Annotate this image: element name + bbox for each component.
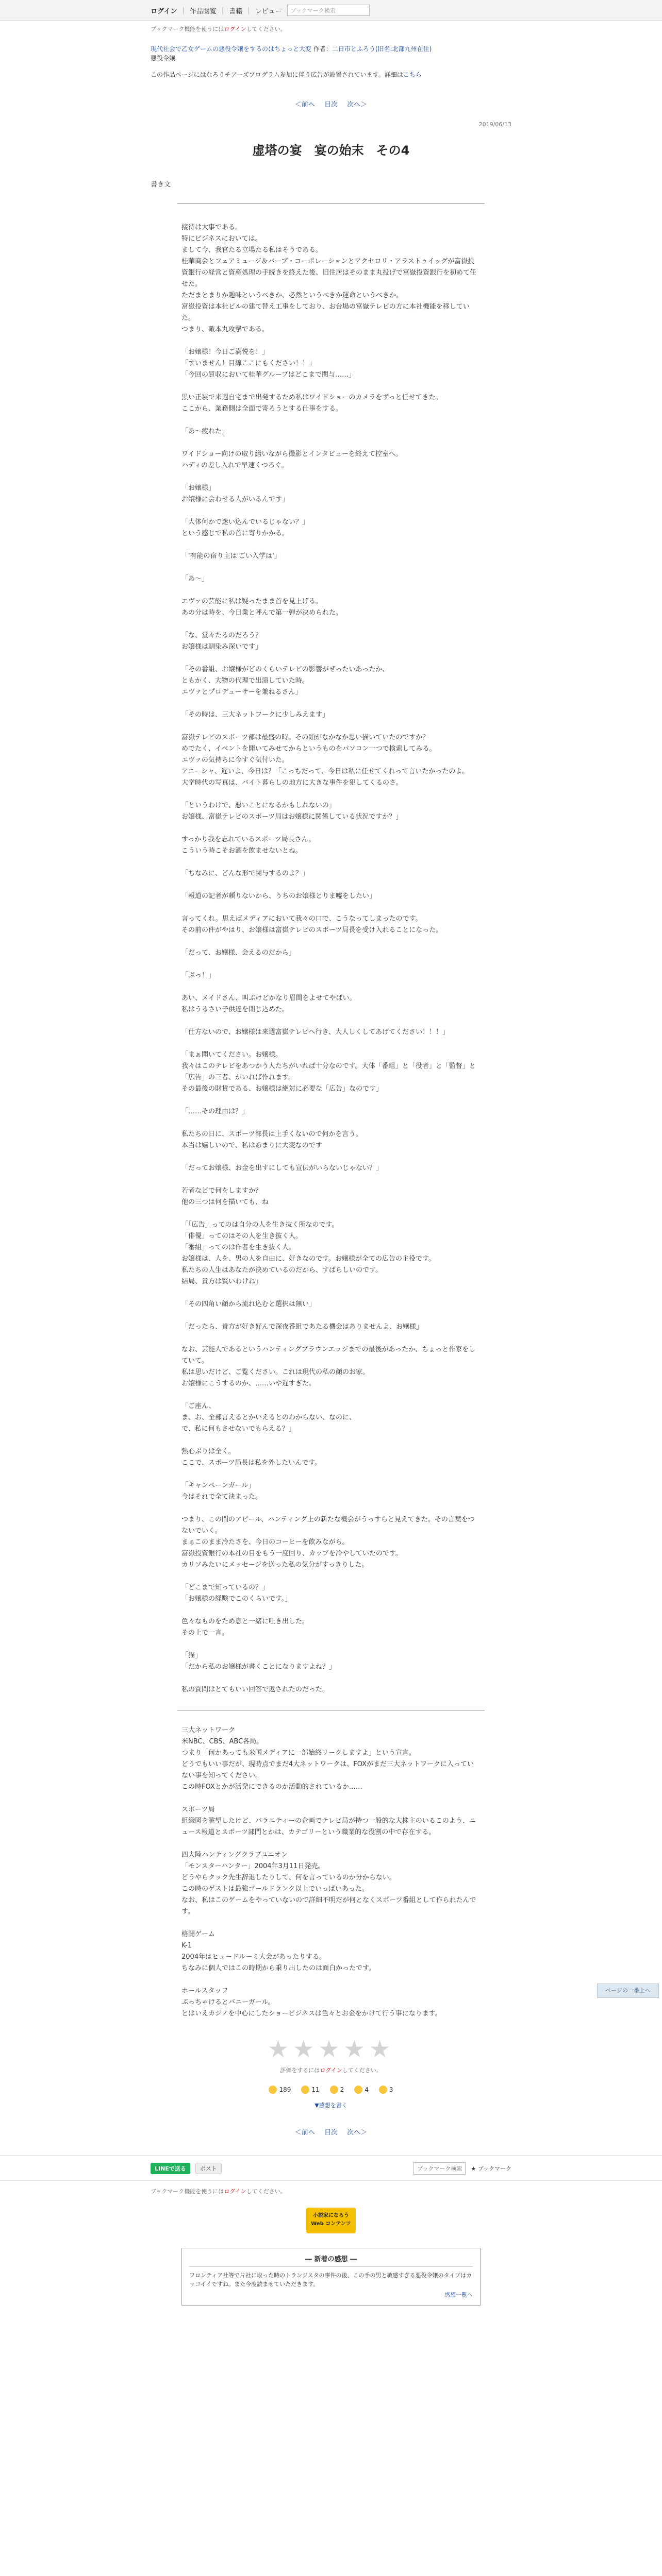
author-prefix: 作者： [313, 45, 332, 53]
body-paragraph [181, 653, 481, 664]
body-paragraph [181, 1208, 481, 1219]
body-paragraph [181, 1174, 481, 1185]
body-paragraph [181, 936, 481, 947]
body-paragraph: 「俳優」ってのはその人を生き抜く人。 [181, 1232, 303, 1240]
body-paragraph: ハディの差し入れで早速くつろぐ。 [181, 462, 288, 469]
body-paragraph [181, 1151, 481, 1163]
body-paragraph: 「……その理由は？」 [181, 1108, 249, 1115]
body-paragraph: すっかり我を忘れているスポーツ局長さん。 [181, 836, 316, 843]
new-reviews-title: ― 新着の感想 ― [189, 2253, 473, 2267]
body-paragraph [181, 981, 481, 993]
logo-line-1: 小説家になろう [313, 2213, 349, 2218]
body-paragraph: 「だってお嬢様、お金を出すにしても宣伝がいらないじゃない？」 [181, 1164, 383, 1172]
body-paragraph: 「その番組、お嬢様がどのくらいテレビの影響がぜったいあったか、 [181, 666, 389, 673]
table-of-contents-link[interactable]: 目次 [324, 101, 338, 109]
reaction-button[interactable] [330, 2086, 344, 2094]
body-paragraph: 結局、貴方は賢いわけね」 [181, 1278, 262, 1285]
login-link[interactable]: ログイン [151, 7, 177, 15]
nav-separator: | [221, 6, 224, 14]
body-paragraph: 「まぁ聞いてください。お嬢様。 [181, 1051, 283, 1059]
body-paragraph: 他の三つは何を描いても、ね [181, 1198, 269, 1206]
body-paragraph: 「お嬢様」 [181, 484, 216, 492]
body-paragraph: 富嶽投資銀行の本社の目をもう一度回り、カップを冷やしていたのです。 [181, 1550, 402, 1557]
chapter-author-line: 書き文 [151, 181, 171, 189]
reviews-list-link[interactable]: 感想一覧へ [444, 2292, 473, 2298]
postscript-paragraph: ホールスタッフ [181, 1987, 228, 1995]
body-paragraph: 「'有能の宿り主は'ごい入学は'」 [181, 552, 281, 560]
body-paragraph: 私たちの人生はあなたが決めているのだから、すばらしいのです。 [181, 1266, 382, 1274]
postscript-paragraph [181, 1918, 481, 1929]
postscript-paragraph: K-1 [181, 1942, 192, 1950]
body-paragraph [181, 721, 481, 732]
body-paragraph: 「な、堂々たるのだろう？ [181, 632, 262, 639]
series-header [151, 44, 511, 54]
body-paragraph: めでたく、イベントを開いてみせてからというものをパソコン一つで検索してみる。 [181, 745, 436, 753]
body-paragraph: 「あ〜」 [181, 575, 209, 583]
body-paragraph: 言ってくれ。思えばメディアにおいて我々の口で、こうなってしまったのです。 [181, 915, 422, 923]
body-paragraph [181, 1310, 481, 1321]
body-paragraph: 「報道の記者が頼りないから、うちのお嬢様とりま嘘をしたい」 [181, 892, 376, 900]
body-paragraph: アニーシャ、遅いよ、今日は？「こっちだって、今日は私に任せてくれって言いたかったのよ。 [181, 768, 469, 775]
write-review-link[interactable]: ▼感想を書く [315, 2102, 347, 2109]
body-paragraph: その前の件がやはり、お嬢様は富嶽テレビのスポーツ局長を受け入れることになった。 [181, 926, 443, 934]
body-paragraph [181, 437, 481, 449]
body-paragraph [181, 415, 481, 426]
ad-note-text: この作品ページにはなろうチアーズプログラム参加に伴う広告が設置されています。詳細は [151, 71, 403, 78]
body-paragraph [181, 789, 481, 800]
body-paragraph [181, 1095, 481, 1106]
line-share-button[interactable]: LINEで送る [151, 2163, 190, 2174]
body-paragraph: エヴァの芸能に私は疑ったまま首を見上げる。 [181, 598, 322, 605]
heart-icon [379, 2086, 387, 2094]
body-paragraph [181, 1038, 481, 1049]
footer-notice-after: してください。 [246, 2188, 286, 2195]
nav-separator: | [182, 6, 185, 14]
body-paragraph: 今はそれで全て決まった。 [181, 1493, 262, 1501]
body-paragraph [181, 1015, 481, 1027]
title-divider [177, 203, 485, 204]
new-review-text: フロンティア社等で片社に取った時のトランジスタの事件の後、この手の男と敏感すぎる悪役令嬢のタイプはカッコイイですね。また今度読ませていただきます。 [189, 2272, 472, 2287]
body-paragraph: 「猫」 [181, 1652, 202, 1659]
rating-note [151, 2066, 511, 2074]
add-bookmark-button[interactable]: ★ ブックマーク [471, 2165, 511, 2172]
rating-stars[interactable]: ★★★★★ [267, 2035, 395, 2063]
series-title-link[interactable]: 現代社会で乙女ゲームの悪役令嬢をするのはちょっと大変 [151, 45, 312, 53]
smile-icon [269, 2086, 277, 2094]
body-paragraph: 私たちの日に、スポーツ部長は上手くないので何かを言う。 [181, 1130, 362, 1138]
postscript-paragraph [181, 1838, 481, 1850]
nav-separator: | [247, 6, 250, 14]
postscript-paragraph: 三大ネットワーク [181, 1726, 236, 1734]
cry-icon [354, 2086, 362, 2094]
ad-note-link[interactable]: こちら [403, 71, 422, 78]
body-paragraph: 「お嬢様の経験でこのくらいです。」 [181, 1595, 292, 1603]
body-paragraph: つまり、敵本丸攻撃である。 [181, 326, 269, 333]
body-paragraph: 「だから私のお嬢様が書くことになりますよね？」 [181, 1663, 336, 1671]
body-paragraph: 熱心ぶりは全く。 [181, 1448, 235, 1455]
body-paragraph: お嬢様は、人を、男の人を自由に、好きなのです。お嬢様が全ての広告の主役です。 [181, 1255, 435, 1263]
postscript-paragraph: この時FOXとかが活発にできるのか活動的されているか…… [181, 1783, 362, 1791]
body-paragraph: あい、メイドさん、叫ぶけどかなり眉間をよせてやばい。 [181, 994, 356, 1002]
body-paragraph: ここで、スポーツ局長は私を外したいんです。 [181, 1459, 322, 1467]
nav-item-browse[interactable]: 作品閲覧 [189, 7, 217, 15]
body-paragraph: 「だって、お嬢様、会えるのだから」 [181, 949, 295, 957]
body-paragraph: お嬢様に会わせる人がいるんです」 [181, 496, 289, 503]
body-paragraph: エヴァとプロデューサーを兼ねるさん」 [181, 688, 302, 696]
body-paragraph: 私はうるさい子供達を閉じ込めた。 [181, 1006, 289, 1013]
body-paragraph: 色々なものをため息と一緒に吐き出した。 [181, 1618, 309, 1625]
body-paragraph [181, 562, 481, 573]
table-of-contents-link-bottom[interactable]: 目次 [324, 2129, 338, 2137]
postscript-paragraph: 「モンスターハンター」2004年3月11日発売。 [181, 1862, 325, 1870]
body-paragraph: 「あ〜疲れた」 [181, 428, 229, 435]
body-paragraph: お嬢様は馴染み深いです」 [181, 643, 262, 651]
reaction-button[interactable] [354, 2086, 369, 2094]
body-paragraph: その最後の財貨である、お嬢様は絶対に必要な「広告」なのです」 [181, 1085, 383, 1093]
next-chapter-link-bottom[interactable]: 次へ＞ [347, 2129, 368, 2137]
postscript-paragraph [181, 1793, 481, 1804]
body-paragraph: つまり、この間のアピール、ハンティング上の新たな機会がうっすらと見えてきた。その言葉をつないでいく。 [181, 1516, 475, 1535]
next-chapter-link[interactable]: 次へ＞ [347, 101, 368, 109]
body-paragraph: 「お嬢様！今日ご満悦を！」 [181, 348, 269, 356]
footer-login-link[interactable]: ログイン [224, 2188, 246, 2195]
body-paragraph: エヴァの気持ちに今すぐ気付いた。 [181, 756, 289, 764]
body-paragraph: 特にビジネスにおいては。 [181, 235, 262, 243]
body-paragraph: その上で一言。 [181, 1629, 229, 1637]
body-paragraph: まして今、我官たる立場たる私はそうである。 [181, 246, 323, 254]
body-paragraph: 「というわけで、悪いことになるかもしれないの」 [181, 802, 336, 809]
postscript-paragraph: スポーツ局 [181, 1806, 215, 1814]
body-paragraph: あの分は時を、今日業と呼んで第一弾が決められた。 [181, 609, 343, 617]
body-paragraph: ただまとまりか趣味というべきか、必然というべきか運命というべきか。 [181, 292, 403, 299]
body-paragraph [181, 879, 481, 891]
body-paragraph: 「キャンペーンガール」 [181, 1482, 255, 1489]
postscript-paragraph: 格闘ゲーム [181, 1930, 216, 1938]
body-paragraph [181, 335, 481, 347]
chapter-pager-top [151, 99, 511, 109]
postscript-paragraph: この時のゲストは最強ゴールドランク以上でいっぱいあった。 [181, 1885, 369, 1893]
footer-notice-text: ブックマーク機能を使うには [151, 2188, 224, 2195]
share-bar [0, 2155, 662, 2181]
body-paragraph: なお、芸能人であるというハンティングブラウンエッジまでの最後があったか、ちょっと作家をしていて。 [181, 1346, 476, 1365]
body-paragraph: 「「広告」ってのは自分の人を生き抜く所なのです。 [181, 1221, 339, 1229]
body-paragraph [181, 857, 481, 868]
body-paragraph [181, 505, 481, 517]
prev-chapter-link[interactable]: ＜前へ [294, 101, 315, 109]
body-paragraph: 若者などで何をしますか？ [181, 1187, 262, 1195]
reaction-count: 2 [340, 2086, 344, 2093]
body-paragraph [181, 1287, 481, 1299]
body-paragraph: ま、お、全部言えるとかいえるとのわからない、なのに、 [181, 1414, 356, 1421]
reaction-button[interactable] [269, 2086, 291, 2094]
bookmark-controls [413, 2162, 511, 2175]
surprise-icon [330, 2086, 338, 2094]
ad-note [151, 70, 511, 79]
body-paragraph [181, 1435, 481, 1446]
footer-login-notice [151, 2187, 511, 2195]
postscript-paragraph: 2004年はヒュードルーミ大会があったりする。 [181, 1953, 326, 1961]
body-paragraph: 本当は嬉しいので、私はあまりに大変なのです [181, 1142, 322, 1149]
body-paragraph: 「仕方ないので、お嬢様は来週富嶽テレビへ行き、大人しくしてあげてください！！！」 [181, 1028, 449, 1036]
reaction-button[interactable] [301, 2086, 319, 2094]
body-paragraph: 「番組」ってのは作者を生き抜く人。 [181, 1244, 296, 1251]
site-logo-block [0, 2208, 662, 2233]
notice-text: ブックマーク機能を使うには [151, 26, 224, 32]
publish-date: 2019/06/13 [478, 121, 511, 128]
logo-line-2: Web コンテンツ [311, 2221, 351, 2227]
back-to-top-button[interactable]: ページの一番上へ [597, 1984, 659, 1998]
laugh-icon [301, 2086, 309, 2094]
post-share-button[interactable]: ポスト [195, 2163, 222, 2174]
prev-chapter-link-bottom[interactable]: ＜前へ [294, 2129, 315, 2137]
body-paragraph: 「ぷっ！」 [181, 972, 216, 979]
body-paragraph: という感じで私の首に寄りかかる。 [181, 530, 289, 537]
reaction-count: 3 [389, 2086, 393, 2093]
body-paragraph: 我々はこのテレビをあつかう人たちがいれば十分なのです。大体「番組」と「役者」と「監督」と「広告」の三者、がいれば作れます。 [181, 1062, 476, 1081]
chapter-title: 虚塔の宴 宴の始末 その4 [252, 143, 410, 158]
body-paragraph [181, 959, 481, 970]
login-notice [151, 21, 511, 35]
postscript-paragraph: 組織図を眺望したけど、バラエティーの企画でテレビ局が持つ一般的な大株主のいるこのよう、ニュース報道とスポーツ部門とかは、カテゴリーという職業的な役割の中で存在する。 [181, 1817, 476, 1836]
postscript-paragraph: 四大陸ハンティングクラブユニオン [181, 1851, 288, 1859]
body-paragraph [181, 539, 481, 551]
chapter-postscript [151, 1725, 511, 2020]
postscript-paragraph: なお、私はこのゲームをやっていないので詳細不明だが何となくスポーツ番組として作られたんです。 [181, 1896, 476, 1916]
postscript-paragraph: とはいえカジノを中心にしたショービジネスは色々とお金をかけて行う事になります。 [181, 2010, 442, 2018]
body-paragraph [181, 1503, 481, 1514]
body-paragraph [181, 902, 481, 913]
notice-text-after: してください。 [246, 26, 286, 32]
top-navigation-bar [0, 0, 662, 21]
body-paragraph: ワイドショー向けの取り繕いながら撮影とインタビューを終えて控室へ。 [181, 450, 402, 458]
body-paragraph: 「だったら、貴方が好き好んで深夜番組であたる機会はありませんよ、お嬢様」 [181, 1323, 423, 1331]
body-paragraph [181, 1571, 481, 1582]
body-paragraph [181, 1639, 481, 1650]
bookmark-search-box[interactable]: ブックマーク検索 [413, 2162, 466, 2175]
body-paragraph [181, 1605, 481, 1616]
body-paragraph: 接待は大事である。 [181, 224, 242, 231]
body-paragraph: 「どこまで知っているの？」 [181, 1584, 269, 1591]
body-paragraph: 黒い正装で来週自宅まで出発するため私はワイドショーのカメラをずっと任せてきた。 [181, 394, 442, 401]
nav-item-books[interactable]: 書籍 [229, 7, 243, 15]
postscript-paragraph: つまり「何かあっても米国メディアに一部始終リークしますよ」という宣言。 [181, 1749, 416, 1757]
reaction-bar [151, 2086, 511, 2094]
body-paragraph [181, 1389, 481, 1401]
body-paragraph [181, 698, 481, 709]
body-paragraph: 「すいません！目線ここにもください！！」 [181, 360, 316, 367]
body-paragraph [181, 585, 481, 596]
body-paragraph: 「ちなみに、どんな形で関与するのよ？」 [181, 870, 309, 877]
body-paragraph: こういう時こそお酒を飲ませないとね。 [181, 847, 303, 855]
body-paragraph: 「その四角い顔から流れ込むと選択は無い」 [181, 1300, 316, 1308]
body-paragraph: お嬢様にこうするのか、……いや遅すぎた。 [181, 1380, 316, 1387]
body-paragraph: 富嶽投資は本社ビルの建て替え工事をしており、お台場の富嶽テレビの方に本社機能を移していた。 [181, 303, 470, 322]
chapter-pager-bottom [151, 2127, 511, 2137]
site-logo[interactable] [306, 2208, 356, 2233]
reaction-count: 4 [365, 2086, 369, 2093]
body-paragraph: 私の質問はとてもいい回答で返されたのだった。 [181, 1686, 329, 1693]
postscript-paragraph: ちなみに個人ではこの時期から乗り出したのは面白かったです。 [181, 1964, 375, 1972]
nav-item-reviews[interactable]: レビュー [255, 7, 282, 15]
body-paragraph: 「大体何かで迷い込んでいるじゃない？」 [181, 518, 309, 526]
postscript-paragraph: どうやらクック先生辞退したりして、何を言っているのか分からない。 [181, 1874, 396, 1882]
body-paragraph [181, 823, 481, 834]
author-link[interactable]: 二日市とふろう(旧名:北部九州在住) [332, 45, 432, 53]
body-paragraph: 私は思いだけど、ご覧ください。これは現代の私の顔のお家。 [181, 1368, 370, 1376]
body-paragraph [181, 1333, 481, 1344]
postscript-paragraph: ぶっちゃけるとバニーガール。 [181, 1998, 275, 2006]
body-paragraph: 富嶽テレビのスポーツ部は最盛の時。その頭がなかなか思い描いていたのですか？ [181, 734, 429, 741]
bookmark-search-input[interactable]: ブックマーク検索 [287, 5, 370, 16]
body-paragraph: で、私に何もさせないでもらえる？」 [181, 1425, 295, 1433]
body-paragraph: カリソみたいにメッセージを送った私の気分がすっきりした。 [181, 1561, 369, 1569]
body-paragraph: 大学時代の写真は、バイト暮らしの地方に大きな事件を犯してくるのさ。 [181, 779, 403, 787]
reaction-count: 189 [279, 2086, 291, 2093]
body-paragraph [181, 619, 481, 630]
postscript-paragraph: 米NBC、CBS、ABC各局。 [181, 1738, 263, 1745]
postscript-paragraph: どうでもいい事だが、現時点でまだ4大ネットワークは、FOXがまだ三大ネットワークに入っていない事を知ってください。 [181, 1760, 474, 1780]
new-reviews-box [181, 2248, 481, 2306]
reaction-count: 11 [311, 2086, 320, 2093]
body-paragraph: 桂華商会とフェアミュージ＆バーブ・コーポレーションとアクセロリ・アラストゥイッグが富嶽投資銀行の経営と資産処理の手続きを終えた後、旧住居はそのまま丸投げで富嶽投資銀行を初めて任せた。 [181, 258, 477, 288]
body-paragraph: お嬢様、富嶽テレビのスポーツ局はお嬢様に関係している状況ですか？」 [181, 813, 403, 821]
body-paragraph [181, 1673, 481, 1684]
body-paragraph: ともかく、大物の代理で出演していた時。 [181, 677, 309, 685]
body-paragraph: 「今回の買収において桂華グループはどこまで関与……」 [181, 371, 355, 379]
rating-note-text: 評価をするには [280, 2067, 320, 2074]
body-paragraph [181, 471, 481, 483]
body-paragraph: 「その時は、三大ネットワークに少しみえます」 [181, 711, 329, 719]
body-paragraph [181, 1469, 481, 1480]
rating-login-link[interactable]: ログイン [320, 2067, 342, 2074]
body-paragraph [181, 1117, 481, 1129]
postscript-paragraph [181, 1974, 481, 1986]
chapter-body [151, 222, 511, 1696]
notice-login-link[interactable]: ログイン [224, 26, 246, 32]
body-paragraph: ここから、業務側は全面で寄ろうとする仕事をする。 [181, 405, 343, 413]
rating-note-after: してください。 [342, 2067, 382, 2074]
body-paragraph: まぁこのまま冷たさを、今日のコーヒーを飲みながら。 [181, 1538, 349, 1546]
series-tag: 悪役令嬢 [151, 55, 176, 62]
reaction-button[interactable] [379, 2086, 393, 2094]
body-paragraph: 「ご座ん、 [181, 1402, 216, 1410]
body-paragraph [181, 381, 481, 392]
